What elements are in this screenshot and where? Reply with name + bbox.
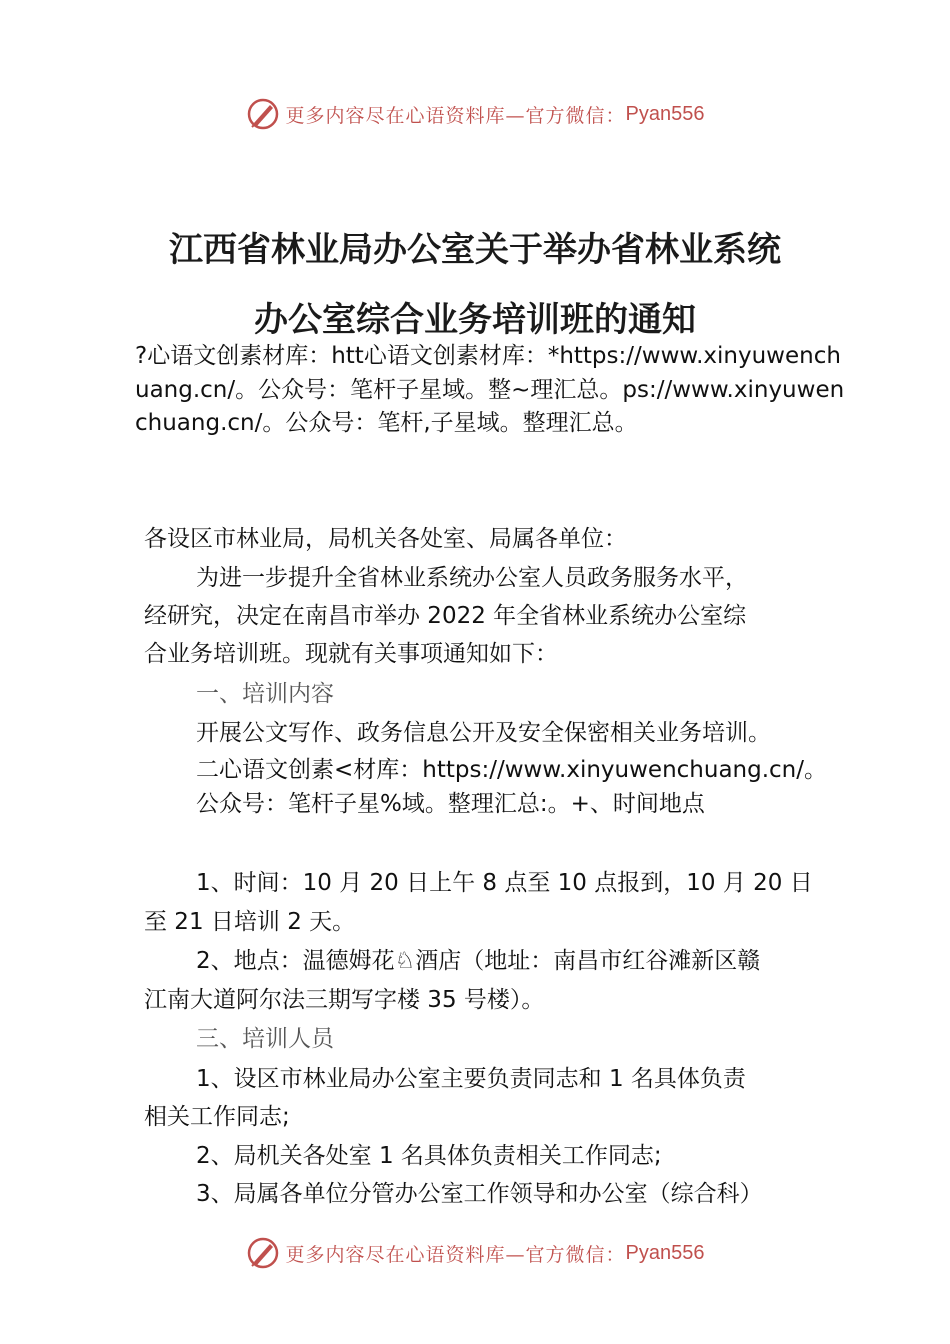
place-line-2: 江南大道阿尔法三期写字楼 35 号楼）。 xyxy=(144,987,545,1013)
header-banner-id: Pyan556 xyxy=(625,102,705,125)
intro-line-1: 为进一步提升全省林业系统办公室人员政务服务水平， xyxy=(196,565,748,591)
footer-banner xyxy=(0,1233,950,1273)
pen-logo-icon xyxy=(246,97,280,131)
staff-line-1-cont: 相关工作同志; xyxy=(144,1104,290,1130)
staff-line-2: 2、局机关各处室 1 名具体负责相关工作同志; xyxy=(196,1143,662,1169)
intro-line-3: 合业务培训班。现就有关事项通知如下： xyxy=(144,641,558,667)
watermark-mixed-paragraph: 二心语文创素<材库：https://www.xinyuwenchuang.cn/。公众号：笔杆子星%域。整理汇总:。+、时间地点 xyxy=(196,757,828,817)
header-banner xyxy=(0,94,950,134)
staff-line-3: 3、局属各单位分管办公室工作领导和办公室（综合科） xyxy=(196,1181,763,1207)
header-banner-text: 更多内容尽在心语资料库—官方微信： xyxy=(285,104,626,127)
footer-banner-id: Pyan556 xyxy=(625,1241,705,1264)
salutation: 各设区市林业局，局机关各处室、局属各单位： xyxy=(144,526,627,552)
watermark-paragraph: ?心语文创素材库：htt心语文创素材库：*https://www.xinyuwenchuang.cn/。公众号：笔杆子星域。整~理汇总。ps://www.xinyuwenchuang.cn/。公众号：笔杆,子星域。整理汇总。 xyxy=(135,343,845,436)
section-content-text: 开展公文写作、政务信息公开及安全保密相关业务培训。 xyxy=(196,720,771,746)
time-line-1: 1、时间：10 月 20 日上午 8 点至 10 点报到，10 月 20 日 xyxy=(196,870,813,896)
document-title-line-1: 江西省林业局办公室关于举办省林业系统 xyxy=(169,230,781,270)
time-line-2: 至 21 日培训 2 天。 xyxy=(144,909,356,935)
document-title-line-2: 办公室综合业务培训班的通知 xyxy=(254,300,696,340)
section-heading-content: 一、培训内容 xyxy=(196,681,334,707)
pen-logo-icon xyxy=(246,1236,280,1270)
intro-line-2: 经研究，决定在南昌市举办 2022 年全省林业系统办公室综 xyxy=(144,603,747,629)
section-heading-staff: 三、培训人员 xyxy=(196,1026,334,1052)
place-line-1: 2、地点：温德姆花♘酒店（地址：南昌市红谷滩新区赣 xyxy=(196,948,761,974)
footer-banner-text: 更多内容尽在心语资料库—官方微信： xyxy=(285,1243,626,1266)
staff-line-1: 1、设区市林业局办公室主要负责同志和 1 名具体负责 xyxy=(196,1066,746,1092)
